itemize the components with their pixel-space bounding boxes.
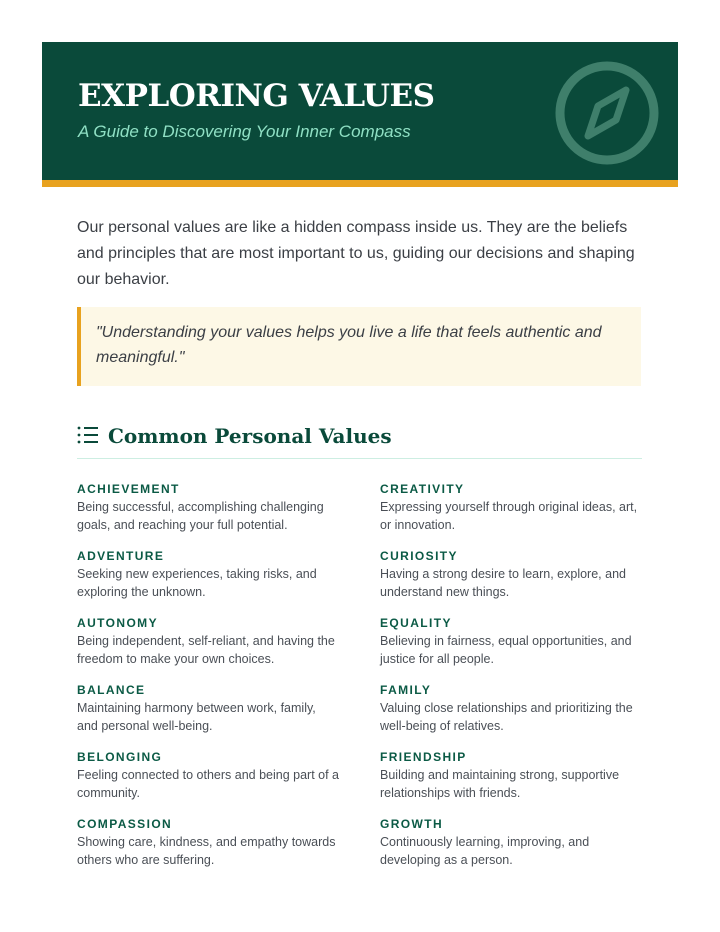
- value-description: Maintaining harmony between work, family, and personal well-being.: [77, 701, 316, 733]
- page-title: EXPLORING VALUES: [78, 78, 435, 114]
- value-name: ACHIEVEMENT: [77, 482, 180, 496]
- value-name: BELONGING: [77, 750, 163, 764]
- value-name: FAMILY: [380, 683, 432, 697]
- header-accent-bar: [42, 180, 678, 187]
- value-name: EQUALITY: [380, 616, 452, 630]
- value-description: Showing care, kindness, and empathy towards others who are suffering.: [77, 835, 336, 867]
- value-description: Continuously learning, improving, and developing as a person.: [380, 835, 590, 867]
- quote-text: "Understanding your values helps you live a life that feels authentic and meaningful.": [96, 324, 602, 366]
- section-header: [77, 420, 642, 459]
- value-item-balance: [77, 682, 339, 735]
- value-description: Seeking new experiences, taking risks, and exploring the unknown.: [77, 567, 317, 599]
- quote-callout: [77, 307, 641, 386]
- value-name: ADVENTURE: [77, 549, 165, 563]
- value-name: FRIENDSHIP: [380, 750, 467, 764]
- value-description: Building and maintaining strong, supportive relationships with friends.: [380, 768, 620, 800]
- value-name: COMPASSION: [77, 817, 173, 831]
- intro-paragraph: Our personal values are like a hidden compass inside us. They are the beliefs and principles that are most important to us, guiding our decisions and shaping our behavior.: [77, 219, 635, 288]
- page-subtitle: A Guide to Discovering Your Inner Compass: [78, 122, 411, 141]
- value-item-achievement: [77, 481, 339, 534]
- value-item-equality: [380, 615, 642, 668]
- header-banner: [42, 42, 678, 180]
- value-item-friendship: [380, 749, 642, 802]
- value-description: Having a strong desire to learn, explore, and understand new things.: [380, 567, 626, 599]
- compass-icon: [554, 60, 660, 166]
- value-description: Feeling connected to others and being part of a community.: [77, 768, 339, 800]
- value-item-curiosity: [380, 548, 642, 601]
- value-item-autonomy: [77, 615, 339, 668]
- value-item-creativity: [380, 481, 642, 534]
- value-description: Being successful, accomplishing challenging goals, and reaching your full potential.: [77, 500, 324, 532]
- list-icon: [77, 426, 99, 444]
- value-item-family: [380, 682, 642, 735]
- value-description: Believing in fairness, equal opportunities, and justice for all people.: [380, 634, 632, 666]
- value-item-belonging: [77, 749, 339, 802]
- value-name: BALANCE: [77, 683, 146, 697]
- value-name: CREATIVITY: [380, 482, 465, 496]
- value-name: GROWTH: [380, 817, 444, 831]
- value-name: CURIOSITY: [380, 549, 458, 563]
- section-title: Common Personal Values: [108, 424, 392, 448]
- value-description: Being independent, self-reliant, and having the freedom to make your own choices.: [77, 634, 335, 666]
- value-description: Valuing close relationships and prioritizing the well-being of relatives.: [380, 701, 633, 733]
- value-name: AUTONOMY: [77, 616, 158, 630]
- value-item-adventure: [77, 548, 339, 601]
- value-item-compassion: [77, 816, 339, 869]
- value-item-growth: [380, 816, 642, 869]
- value-description: Expressing yourself through original ideas, art, or innovation.: [380, 500, 638, 532]
